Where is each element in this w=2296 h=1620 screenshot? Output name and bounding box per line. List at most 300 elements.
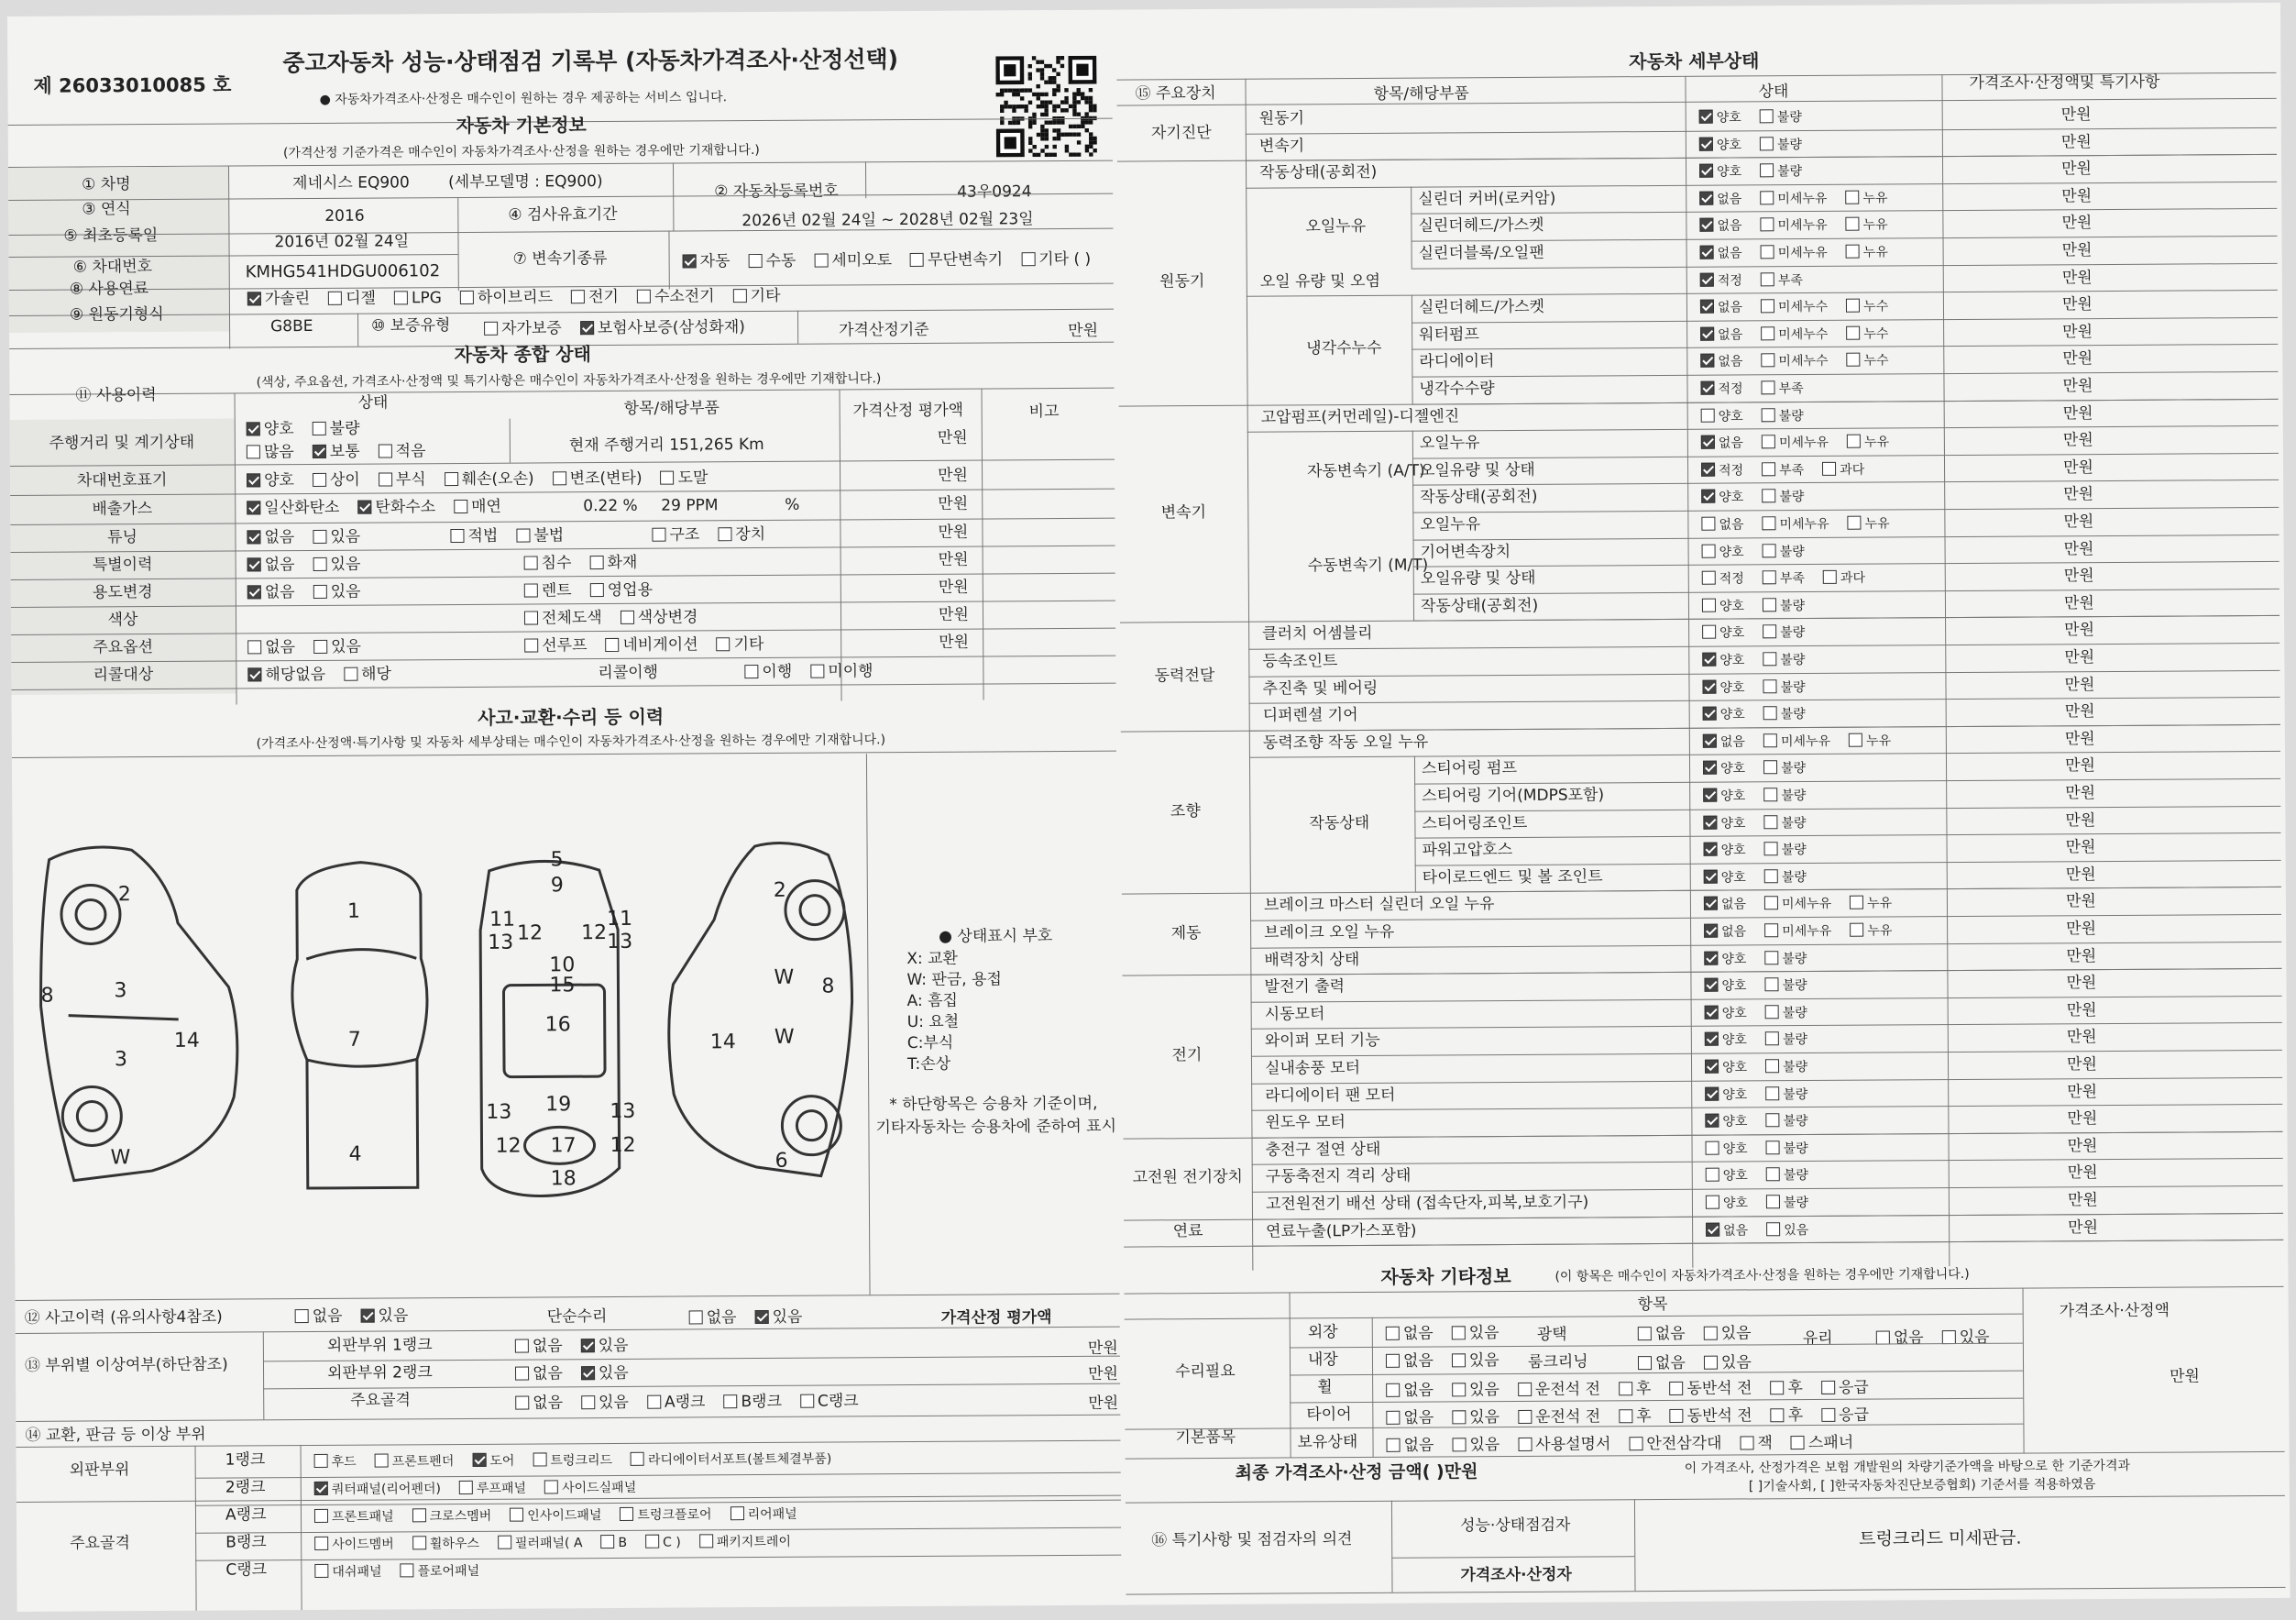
checkbox-option[interactable] xyxy=(1703,762,1745,777)
checkbox-option[interactable] xyxy=(1765,1006,1807,1020)
checkbox-option[interactable] xyxy=(645,1536,681,1550)
checkbox-option[interactable] xyxy=(328,290,376,308)
checkbox-option[interactable] xyxy=(1619,1380,1652,1398)
empty-box-icon[interactable] xyxy=(718,527,731,541)
checkbox-option[interactable] xyxy=(1762,517,1829,532)
checkbox-option[interactable] xyxy=(1763,571,1805,586)
checkbox-option[interactable] xyxy=(1706,1196,1748,1210)
checkbox-option[interactable] xyxy=(1704,898,1746,912)
empty-box-icon[interactable] xyxy=(910,253,924,267)
checkbox-option[interactable] xyxy=(1705,1060,1747,1074)
checkbox-option[interactable] xyxy=(314,1537,394,1552)
checkbox-option[interactable] xyxy=(553,469,643,489)
checkbox-option[interactable] xyxy=(1762,381,1804,396)
empty-box-icon[interactable] xyxy=(1670,1409,1684,1423)
empty-box-icon[interactable] xyxy=(454,500,467,513)
checkbox-option[interactable] xyxy=(379,470,426,489)
checkbox-option[interactable] xyxy=(360,1306,408,1325)
checkbox-option[interactable] xyxy=(247,528,294,546)
checked-box-icon[interactable] xyxy=(1700,326,1714,340)
checkbox-option[interactable] xyxy=(1763,761,1806,776)
checkbox-option[interactable] xyxy=(247,290,310,308)
empty-box-icon[interactable] xyxy=(800,1394,814,1408)
empty-box-icon[interactable] xyxy=(733,289,747,303)
empty-box-icon[interactable] xyxy=(1764,842,1778,855)
checked-box-icon[interactable] xyxy=(1702,653,1716,667)
checkbox-option[interactable] xyxy=(516,526,564,545)
empty-box-icon[interactable] xyxy=(1386,1327,1400,1340)
empty-box-icon[interactable] xyxy=(1845,190,1859,204)
checkbox-option[interactable] xyxy=(1386,1325,1434,1343)
checked-box-icon[interactable] xyxy=(247,557,261,571)
checkbox-option[interactable] xyxy=(1702,599,1744,613)
empty-box-icon[interactable] xyxy=(1771,1408,1785,1422)
empty-box-icon[interactable] xyxy=(515,1367,529,1381)
checkbox-option[interactable] xyxy=(1702,680,1744,695)
checkbox-option[interactable] xyxy=(1763,680,1806,695)
checkbox-option[interactable] xyxy=(1704,870,1746,885)
checkbox-option[interactable] xyxy=(1701,490,1743,505)
empty-box-icon[interactable] xyxy=(412,1508,426,1522)
checkbox-option[interactable] xyxy=(247,556,295,574)
checkbox-option[interactable] xyxy=(1762,435,1829,450)
checkbox-option[interactable] xyxy=(1762,490,1804,504)
empty-box-icon[interactable] xyxy=(1518,1410,1532,1424)
checked-box-icon[interactable] xyxy=(580,321,594,335)
checkbox-option[interactable] xyxy=(247,499,339,518)
checkbox-option[interactable] xyxy=(1765,1060,1807,1074)
checked-box-icon[interactable] xyxy=(1701,462,1715,476)
checkbox-option[interactable] xyxy=(484,319,562,338)
empty-box-icon[interactable] xyxy=(699,1534,713,1548)
empty-box-icon[interactable] xyxy=(1518,1383,1532,1396)
checkbox-option[interactable] xyxy=(637,287,715,306)
checkbox-option[interactable] xyxy=(814,251,892,270)
checkbox-option[interactable] xyxy=(394,289,442,307)
checkbox-option[interactable] xyxy=(313,471,360,490)
checkbox-option[interactable] xyxy=(1763,545,1805,559)
empty-box-icon[interactable] xyxy=(1702,625,1716,639)
empty-box-icon[interactable] xyxy=(571,290,585,303)
empty-box-icon[interactable] xyxy=(1848,516,1862,530)
checkbox-option[interactable] xyxy=(524,581,572,600)
checkbox-option[interactable] xyxy=(1763,816,1806,831)
checked-box-icon[interactable] xyxy=(247,585,261,599)
empty-box-icon[interactable] xyxy=(1761,299,1774,313)
checkbox-option[interactable] xyxy=(357,498,435,517)
checkbox-option[interactable] xyxy=(1846,354,1888,369)
checkbox-option[interactable] xyxy=(1704,979,1746,994)
checkbox-option[interactable] xyxy=(1386,1382,1434,1400)
checkbox-option[interactable] xyxy=(313,556,360,574)
checkbox-option[interactable] xyxy=(748,252,796,270)
empty-box-icon[interactable] xyxy=(1760,109,1774,123)
checkbox-option[interactable] xyxy=(1704,843,1746,858)
checkbox-option[interactable] xyxy=(910,250,1003,270)
empty-box-icon[interactable] xyxy=(1763,544,1776,557)
empty-box-icon[interactable] xyxy=(1761,272,1774,286)
empty-box-icon[interactable] xyxy=(1452,1383,1466,1396)
checkbox-option[interactable] xyxy=(247,471,294,490)
empty-box-icon[interactable] xyxy=(661,471,675,485)
empty-box-icon[interactable] xyxy=(731,1506,744,1520)
empty-box-icon[interactable] xyxy=(637,290,651,303)
empty-box-icon[interactable] xyxy=(484,322,498,336)
checkbox-option[interactable] xyxy=(1823,571,1865,586)
empty-box-icon[interactable] xyxy=(510,1508,523,1522)
checkbox-option[interactable] xyxy=(621,608,698,627)
checkbox-option[interactable] xyxy=(581,1394,629,1412)
checked-box-icon[interactable] xyxy=(1705,1086,1719,1100)
empty-box-icon[interactable] xyxy=(314,1509,328,1523)
checkbox-option[interactable] xyxy=(1760,192,1827,206)
empty-box-icon[interactable] xyxy=(1846,245,1860,259)
checkbox-option[interactable] xyxy=(1763,788,1806,803)
empty-box-icon[interactable] xyxy=(621,611,634,624)
empty-box-icon[interactable] xyxy=(1386,1411,1400,1425)
checkbox-option[interactable] xyxy=(344,665,391,683)
checkbox-option[interactable] xyxy=(800,1392,859,1410)
checked-box-icon[interactable] xyxy=(581,1339,595,1352)
checkbox-option[interactable] xyxy=(1518,1407,1600,1427)
checkbox-option[interactable] xyxy=(1761,327,1828,342)
empty-box-icon[interactable] xyxy=(620,1507,633,1521)
empty-box-icon[interactable] xyxy=(1850,896,1863,909)
empty-box-icon[interactable] xyxy=(1452,1353,1466,1367)
empty-box-icon[interactable] xyxy=(375,1453,389,1467)
checked-box-icon[interactable] xyxy=(1705,1032,1719,1046)
checkbox-option[interactable] xyxy=(1846,326,1888,341)
checkbox-option[interactable] xyxy=(1765,1087,1807,1102)
empty-box-icon[interactable] xyxy=(524,556,538,569)
empty-box-icon[interactable] xyxy=(460,291,474,304)
empty-box-icon[interactable] xyxy=(1740,1436,1753,1449)
checkbox-option[interactable] xyxy=(313,420,360,438)
checkbox-option[interactable] xyxy=(1763,707,1806,722)
empty-box-icon[interactable] xyxy=(1766,1195,1780,1208)
checkbox-option[interactable] xyxy=(498,1536,583,1551)
checked-box-icon[interactable] xyxy=(1703,761,1717,775)
empty-box-icon[interactable] xyxy=(631,1452,644,1466)
empty-box-icon[interactable] xyxy=(313,422,326,435)
checkbox-option[interactable] xyxy=(731,1507,797,1522)
checked-box-icon[interactable] xyxy=(581,1366,595,1380)
checkbox-option[interactable] xyxy=(1849,733,1891,748)
empty-box-icon[interactable] xyxy=(1704,1327,1718,1340)
checkbox-option[interactable] xyxy=(460,288,553,307)
empty-box-icon[interactable] xyxy=(1764,869,1778,883)
checkbox-option[interactable] xyxy=(313,443,360,461)
empty-box-icon[interactable] xyxy=(744,665,758,678)
checkbox-option[interactable] xyxy=(699,1535,791,1550)
checkbox-option[interactable] xyxy=(647,1393,706,1411)
checked-box-icon[interactable] xyxy=(1700,246,1714,259)
checkbox-option[interactable] xyxy=(733,287,781,305)
checked-box-icon[interactable] xyxy=(1700,272,1714,286)
checkbox-option[interactable] xyxy=(1386,1409,1434,1427)
empty-box-icon[interactable] xyxy=(1762,380,1775,394)
checked-box-icon[interactable] xyxy=(247,530,260,544)
checkbox-option[interactable] xyxy=(1452,1381,1500,1399)
checkbox-option[interactable] xyxy=(1700,246,1742,260)
checkbox-option[interactable] xyxy=(459,1482,526,1496)
checked-box-icon[interactable] xyxy=(1704,951,1718,964)
empty-box-icon[interactable] xyxy=(313,530,326,544)
empty-box-icon[interactable] xyxy=(689,1310,703,1324)
checkbox-option[interactable] xyxy=(661,468,709,487)
empty-box-icon[interactable] xyxy=(1765,977,1779,991)
checked-box-icon[interactable] xyxy=(1704,978,1718,992)
checkbox-option[interactable] xyxy=(1705,1115,1747,1130)
checkbox-option[interactable] xyxy=(1764,897,1831,911)
empty-box-icon[interactable] xyxy=(1763,706,1777,720)
checkbox-option[interactable] xyxy=(247,638,295,656)
checkbox-option[interactable] xyxy=(1699,138,1741,152)
empty-box-icon[interactable] xyxy=(1770,1381,1784,1394)
checkbox-option[interactable] xyxy=(1700,355,1742,369)
checked-box-icon[interactable] xyxy=(247,501,260,514)
checkbox-option[interactable] xyxy=(1704,924,1746,939)
checkbox-option[interactable] xyxy=(1762,463,1804,478)
empty-box-icon[interactable] xyxy=(1760,218,1774,232)
checkbox-option[interactable] xyxy=(571,288,619,306)
checked-box-icon[interactable] xyxy=(1705,1114,1719,1128)
checkbox-option[interactable] xyxy=(1850,897,1892,911)
checkbox-option[interactable] xyxy=(295,1307,343,1326)
empty-box-icon[interactable] xyxy=(1706,1196,1719,1209)
empty-box-icon[interactable] xyxy=(400,1563,413,1577)
checkbox-option[interactable] xyxy=(590,581,653,600)
empty-box-icon[interactable] xyxy=(1638,1356,1652,1370)
checked-box-icon[interactable] xyxy=(1704,897,1718,910)
checkbox-option[interactable] xyxy=(1705,1087,1747,1102)
checkbox-option[interactable] xyxy=(1701,409,1743,424)
checkbox-option[interactable] xyxy=(718,525,765,544)
empty-box-icon[interactable] xyxy=(1846,299,1860,313)
checkbox-option[interactable] xyxy=(1452,1351,1500,1370)
empty-box-icon[interactable] xyxy=(516,529,530,543)
checkbox-option[interactable] xyxy=(589,554,637,572)
empty-box-icon[interactable] xyxy=(445,472,458,486)
empty-box-icon[interactable] xyxy=(1702,571,1716,585)
empty-box-icon[interactable] xyxy=(1762,462,1775,476)
empty-box-icon[interactable] xyxy=(1763,652,1776,666)
checkbox-option[interactable] xyxy=(313,528,360,546)
empty-box-icon[interactable] xyxy=(1764,923,1778,937)
empty-box-icon[interactable] xyxy=(1823,570,1837,584)
checkbox-option[interactable] xyxy=(631,1452,831,1468)
empty-box-icon[interactable] xyxy=(810,665,824,678)
checkbox-option[interactable] xyxy=(1700,327,1742,342)
checkbox-option[interactable] xyxy=(744,663,792,681)
checkbox-option[interactable] xyxy=(1702,653,1744,667)
checkbox-option[interactable] xyxy=(581,1364,629,1383)
empty-box-icon[interactable] xyxy=(314,1454,328,1468)
checked-box-icon[interactable] xyxy=(1699,110,1713,124)
checkbox-option[interactable] xyxy=(1699,219,1741,234)
checked-box-icon[interactable] xyxy=(1701,490,1715,503)
empty-box-icon[interactable] xyxy=(498,1536,511,1549)
checkbox-option[interactable] xyxy=(1704,1324,1752,1342)
checkbox-option[interactable] xyxy=(620,1507,711,1523)
checkbox-option[interactable] xyxy=(1700,381,1742,396)
checkbox-option[interactable] xyxy=(1386,1352,1434,1371)
checkbox-option[interactable] xyxy=(1761,354,1828,369)
checkbox-option[interactable] xyxy=(1765,1114,1807,1129)
empty-box-icon[interactable] xyxy=(1763,815,1777,829)
checked-box-icon[interactable] xyxy=(1701,435,1715,449)
checkbox-option[interactable] xyxy=(1764,924,1831,939)
checked-box-icon[interactable] xyxy=(314,1482,328,1495)
checked-box-icon[interactable] xyxy=(1700,354,1714,368)
checkbox-option[interactable] xyxy=(1766,1168,1808,1183)
checkbox-option[interactable] xyxy=(1701,463,1743,478)
checkbox-option[interactable] xyxy=(510,1508,601,1524)
empty-box-icon[interactable] xyxy=(1763,788,1777,801)
empty-box-icon[interactable] xyxy=(379,444,392,457)
empty-box-icon[interactable] xyxy=(247,640,261,654)
empty-box-icon[interactable] xyxy=(1849,733,1862,746)
empty-box-icon[interactable] xyxy=(524,611,538,624)
empty-box-icon[interactable] xyxy=(1619,1409,1632,1423)
empty-box-icon[interactable] xyxy=(717,637,731,651)
empty-box-icon[interactable] xyxy=(524,583,538,597)
checkbox-option[interactable] xyxy=(1760,138,1802,152)
checkbox-option[interactable] xyxy=(1765,978,1807,993)
empty-box-icon[interactable] xyxy=(1638,1327,1652,1340)
empty-box-icon[interactable] xyxy=(1765,1059,1779,1073)
empty-box-icon[interactable] xyxy=(394,291,408,304)
checked-box-icon[interactable] xyxy=(472,1453,486,1467)
checkbox-option[interactable] xyxy=(1703,816,1745,831)
checkbox-option[interactable] xyxy=(313,583,361,601)
empty-box-icon[interactable] xyxy=(1702,544,1716,557)
empty-box-icon[interactable] xyxy=(1763,733,1777,747)
checkbox-option[interactable] xyxy=(1386,1437,1434,1455)
checked-box-icon[interactable] xyxy=(313,445,326,458)
checkbox-option[interactable] xyxy=(1702,626,1744,641)
checkbox-option[interactable] xyxy=(605,635,698,655)
checkbox-option[interactable] xyxy=(524,609,602,628)
checkbox-option[interactable] xyxy=(1701,436,1743,451)
empty-box-icon[interactable] xyxy=(1850,923,1863,937)
checkbox-option[interactable] xyxy=(1699,192,1741,206)
checkbox-option[interactable] xyxy=(375,1454,455,1470)
empty-box-icon[interactable] xyxy=(1760,163,1774,177)
checkbox-option[interactable] xyxy=(379,442,426,460)
empty-box-icon[interactable] xyxy=(1629,1437,1642,1450)
empty-box-icon[interactable] xyxy=(647,1395,661,1409)
empty-box-icon[interactable] xyxy=(459,1481,473,1494)
checked-box-icon[interactable] xyxy=(683,254,697,268)
empty-box-icon[interactable] xyxy=(1765,1005,1779,1019)
checkbox-option[interactable] xyxy=(1791,1434,1853,1452)
empty-box-icon[interactable] xyxy=(581,1395,595,1409)
checked-box-icon[interactable] xyxy=(1705,1060,1719,1074)
checked-box-icon[interactable] xyxy=(1703,815,1717,829)
checkbox-option[interactable] xyxy=(1638,1325,1686,1343)
empty-box-icon[interactable] xyxy=(1619,1382,1632,1395)
empty-box-icon[interactable] xyxy=(1766,1141,1780,1154)
empty-box-icon[interactable] xyxy=(313,640,327,654)
checkbox-option[interactable] xyxy=(1619,1407,1652,1426)
empty-box-icon[interactable] xyxy=(533,1452,546,1466)
checked-box-icon[interactable] xyxy=(1703,707,1717,721)
checkbox-option[interactable] xyxy=(1700,273,1742,288)
checkbox-option[interactable] xyxy=(1452,1436,1500,1454)
checkbox-option[interactable] xyxy=(314,1455,357,1470)
checked-box-icon[interactable] xyxy=(1705,1005,1719,1019)
checkbox-option[interactable] xyxy=(1701,517,1743,532)
checkbox-option[interactable] xyxy=(1706,1169,1748,1184)
empty-box-icon[interactable] xyxy=(1386,1383,1400,1397)
empty-box-icon[interactable] xyxy=(1821,1381,1835,1394)
checkbox-option[interactable] xyxy=(454,498,501,516)
empty-box-icon[interactable] xyxy=(1706,1168,1719,1182)
empty-box-icon[interactable] xyxy=(1702,598,1716,612)
empty-box-icon[interactable] xyxy=(1822,462,1836,476)
checkbox-option[interactable] xyxy=(1629,1435,1721,1454)
checkbox-option[interactable] xyxy=(515,1337,563,1355)
checkbox-option[interactable] xyxy=(1845,191,1887,205)
checked-box-icon[interactable] xyxy=(1699,164,1713,178)
checkbox-option[interactable] xyxy=(1706,1141,1748,1156)
checkbox-option[interactable] xyxy=(1518,1435,1610,1454)
empty-box-icon[interactable] xyxy=(314,1537,328,1550)
checkbox-option[interactable] xyxy=(1760,218,1827,233)
empty-box-icon[interactable] xyxy=(515,1339,529,1353)
empty-box-icon[interactable] xyxy=(247,445,260,458)
empty-box-icon[interactable] xyxy=(590,583,604,597)
empty-box-icon[interactable] xyxy=(1452,1326,1466,1339)
empty-box-icon[interactable] xyxy=(645,1535,659,1548)
empty-box-icon[interactable] xyxy=(1764,951,1778,964)
empty-box-icon[interactable] xyxy=(1876,1330,1890,1344)
checkbox-option[interactable] xyxy=(247,443,294,461)
checkbox-option[interactable] xyxy=(1761,246,1828,260)
empty-box-icon[interactable] xyxy=(1452,1438,1466,1451)
checkbox-option[interactable] xyxy=(445,469,534,489)
empty-box-icon[interactable] xyxy=(652,528,665,542)
checkbox-option[interactable] xyxy=(1764,870,1807,885)
checked-box-icon[interactable] xyxy=(1700,381,1714,395)
empty-box-icon[interactable] xyxy=(1704,1356,1718,1370)
checkbox-option[interactable] xyxy=(533,1453,612,1469)
checkbox-option[interactable] xyxy=(1702,572,1744,587)
empty-box-icon[interactable] xyxy=(412,1536,426,1549)
checked-box-icon[interactable] xyxy=(1699,218,1713,232)
empty-box-icon[interactable] xyxy=(1760,137,1774,150)
empty-box-icon[interactable] xyxy=(1762,490,1775,503)
empty-box-icon[interactable] xyxy=(344,667,357,681)
empty-box-icon[interactable] xyxy=(1765,1086,1779,1100)
empty-box-icon[interactable] xyxy=(295,1309,309,1323)
checkbox-option[interactable] xyxy=(1740,1434,1773,1452)
empty-box-icon[interactable] xyxy=(1761,245,1774,259)
checkbox-option[interactable] xyxy=(1638,1354,1686,1372)
checkbox-option[interactable] xyxy=(1770,1379,1803,1397)
empty-box-icon[interactable] xyxy=(1760,191,1774,204)
checkbox-option[interactable] xyxy=(581,1337,629,1355)
checkbox-option[interactable] xyxy=(1821,1406,1869,1425)
checkbox-option[interactable] xyxy=(1763,734,1830,749)
empty-box-icon[interactable] xyxy=(814,254,828,268)
empty-box-icon[interactable] xyxy=(1518,1438,1532,1451)
checkbox-option[interactable] xyxy=(247,666,325,685)
checkbox-option[interactable] xyxy=(600,1536,627,1550)
empty-box-icon[interactable] xyxy=(1847,435,1861,448)
empty-box-icon[interactable] xyxy=(1669,1382,1683,1395)
